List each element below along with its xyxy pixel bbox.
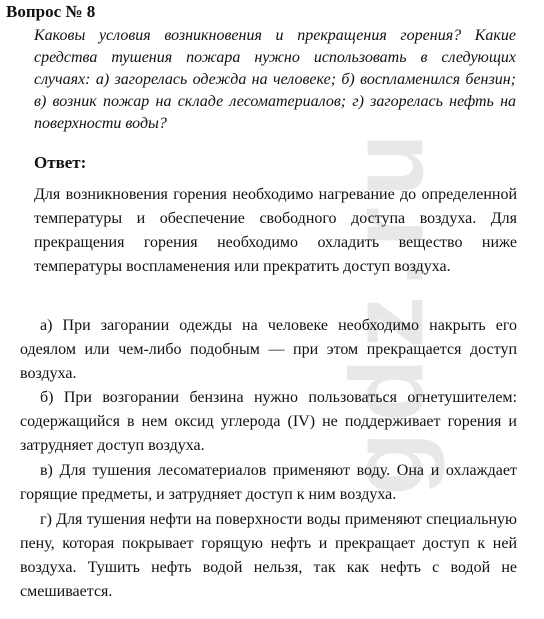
watermark-text: gdz.ru xyxy=(329,123,446,496)
question-title: Вопрос № 8 xyxy=(6,2,96,21)
answer-intro: Для возникновения горения необходимо нагревание до определенной температуры и обеспечение свободного доступа воздуха. Для прекращения горения необходимо охладить вещество ниже температуры воспламенения или прекратить доступ воздуха. xyxy=(34,186,517,275)
answer-item-a: а) При загорании одежды на человеке необходимо накрыть его одеялом или чем-либо подобным — при этом прекращается доступ воздуха. xyxy=(20,317,517,382)
answer-item-d: г) Для тушения нефти на поверхности воды применяют специальную пену, которая покрывает горящую нефть и прекращает доступ к ней воздуха. Тушить нефть водой нельзя, так как нефть с водой не смешивается. xyxy=(20,511,517,600)
question-text: Каковы условия возникновения и прекращения горения? Какие средства тушения пожара нужно использовать в следующих случаях: а) загорелась одежда на человеке; б) воспламенился бензин; в) возник пожар на складе лесоматериалов; г) загорелась нефть на поверхности воды? xyxy=(34,27,516,132)
answer-item-b: б) При возгорании бензина нужно пользоваться огнетушителем: содержащийся в нем оксид углерода (IV) не поддерживает горения и затрудняет доступ воздуха. xyxy=(20,389,517,454)
answer-item-c: в) Для тушения лесоматериалов применяют воду. Она и охлаждает горящие предметы, и затрудняет доступ к ним воздуха. xyxy=(20,462,517,503)
answer-title: Ответ: xyxy=(34,153,87,172)
